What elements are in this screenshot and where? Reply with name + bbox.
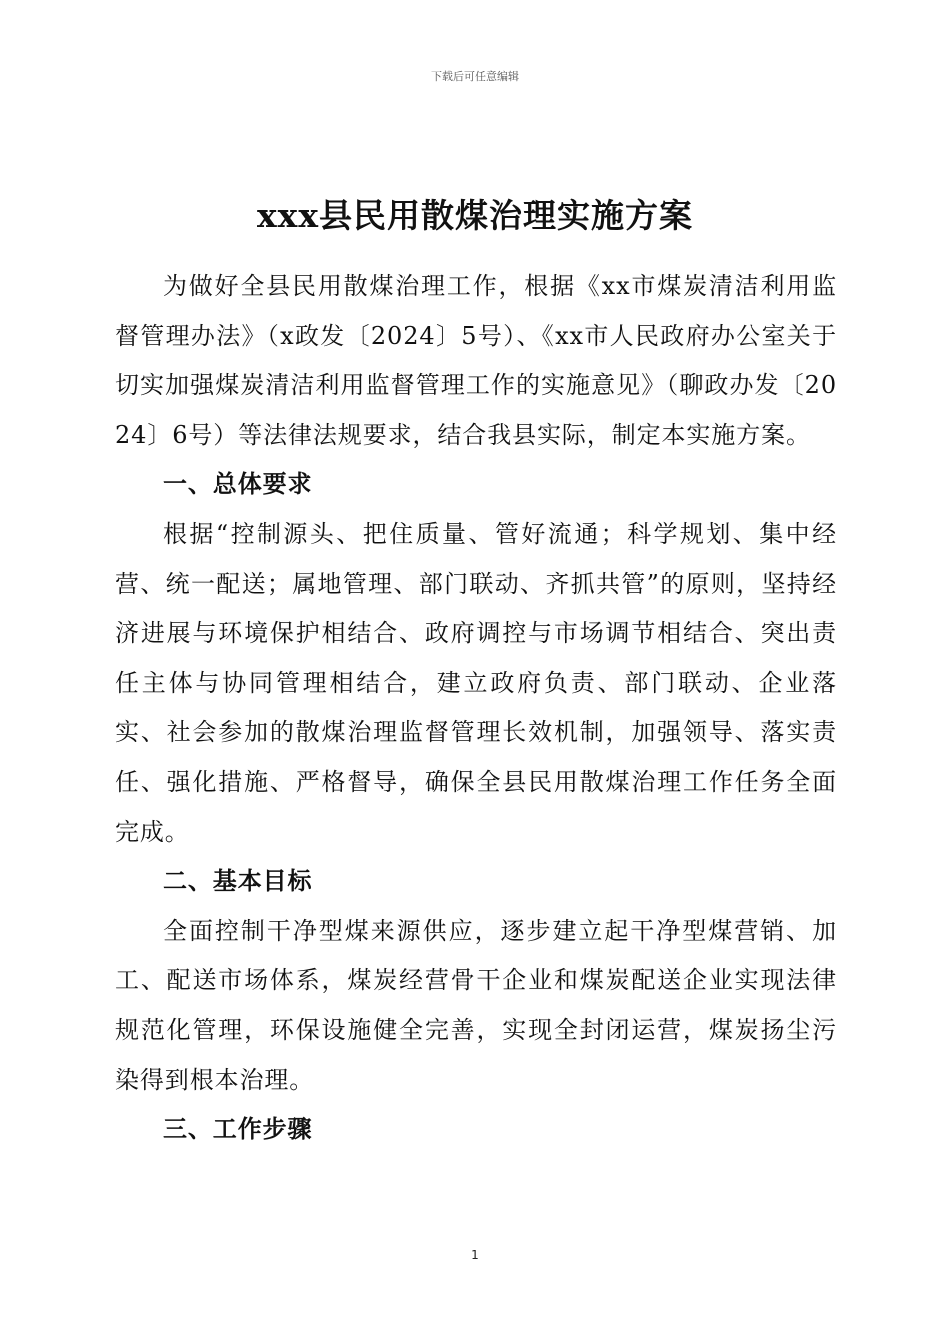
section-paragraph-general-requirements: 根据“控制源头、把住质量、管好流通；科学规划、集中经营、统一配送；属地管理、部门联动、齐抓共管”的原则，坚持经济进展与环境保护相结合、政府调控与市场调节相结合、突出责任主体与协同管理相结合，建立政府负责、部门联动、企业落实、社会参加的散煤治理监督管理长效机制，加强领导、落实责任、强化措施、严格督导，确保全县民用散煤治理工作任务全面完成。	[115, 519, 837, 846]
intro-paragraph: 为做好全县民用散煤治理工作，根据《xx市煤炭清洁利用监督管理办法》（x政发〔2024〕5号）、《xx市人民政府办公室关于切实加强煤炭清洁利用监督管理工作的实施意见》（聊政办发〔2024〕6号）等法律法规要求，结合我县实际，制定本实施方案。	[115, 272, 837, 449]
header-note: 下载后可任意编辑	[431, 70, 519, 83]
section-heading-work-steps: 三、工作步骤	[163, 1115, 313, 1144]
section-paragraph-basic-goals: 全面控制干净型煤来源供应，逐步建立起干净型煤营销、加工、配送市场体系，煤炭经营骨干企业和煤炭配送企业实现法律规范化管理，环保设施健全完善，实现全封闭运营，煤炭扬尘污染得到根本治理。	[115, 916, 837, 1094]
section-heading-general-requirements: 一、总体要求	[163, 470, 313, 499]
section-heading-basic-goals: 二、基本目标	[163, 867, 313, 896]
document-body	[115, 262, 837, 1155]
page-number: 1	[471, 1248, 479, 1262]
document-title: xxx县民用散煤治理实施方案	[256, 196, 694, 235]
